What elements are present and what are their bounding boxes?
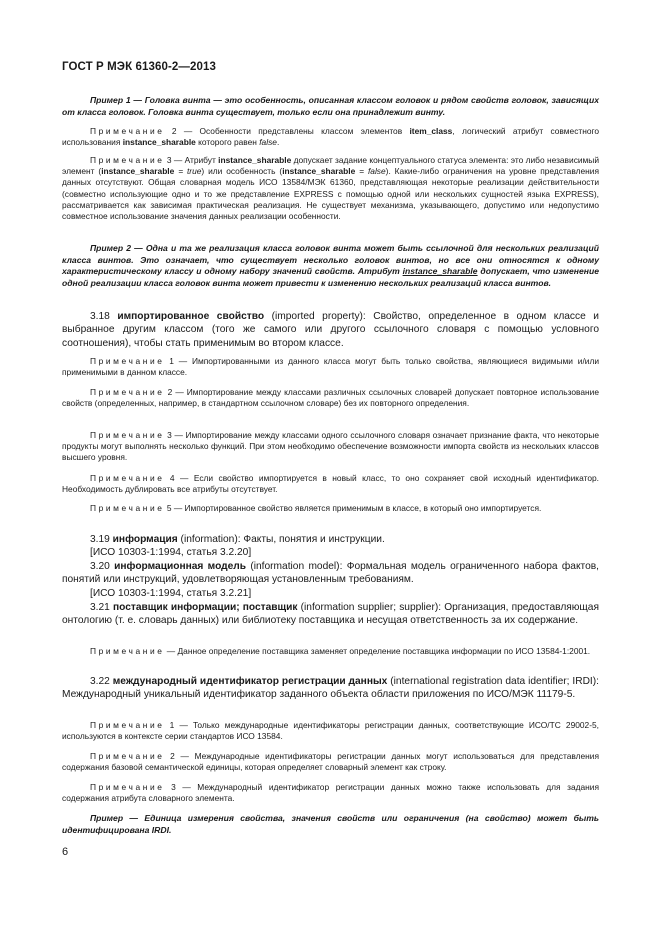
note-3-18-3: Примечание 3 — Импортирование между классами одного ссылочного словаря означает признание факта, что некоторые продукты могут выполнять несколько функций. При этом необходимо обеспечение возможности импорта свойств из нескольких классов высшего уровня. xyxy=(62,430,600,463)
definition-3-18: 3.18 импортированное свойство (imported property): Свойство, определенное в одном классе и выбранное другим классом (того же самого или другого ссылочного словаря с помощью условного соотношения), чтобы стать применимым во втором классе. xyxy=(62,311,599,349)
note-3-22-3: Примечание 3 — Международный идентификатор регистрации данных можно также использовать для задания содержания атрибута словарного элемента. xyxy=(62,782,600,804)
note-3-22-2: Примечание 2 — Международные идентификаторы регистрации данных могут использоваться для представления содержания базовой семантической единицы, которая определяет словарный элемент как строку. xyxy=(62,751,600,773)
definition-3-19: 3.19 информация (information): Факты, понятия и инструкции. xyxy=(90,534,385,545)
definition-3-22: 3.22 международный идентификатор регистрации данных (international registration data identifier; IRDI): Международный уникальный идентификатор заданного объекта области приложения по ИСО/МЭК 11179-5. xyxy=(62,676,599,701)
note-3-21: Примечание — Данное определение поставщика заменяет определение поставщика информации по ИСО 13584-1:2001. xyxy=(90,646,591,656)
note-3-22-1: Примечание 1 — Только международные идентификаторы регистрации данных, соответствующие ИСО/ТС 29002-5, используются в контексте серии стандартов ИСО 13584. xyxy=(62,720,599,742)
reference-3-19: [ИСО 10303-1:1994, статья 3.2.20] xyxy=(90,547,252,558)
note-3: Примечание 3 — Атрибут instance_sharable допускает задание концептуального статуса элемента: это либо независимый элемент (instance_sharable = true) или особенность (instance_sharable = false). Какие-либо ограничения на уровне представления данных отсутствуют. Общая словарная модель ИСО 13584/МЭК 61360, представляющая некоторые реализации действительности (совместно использующие одно и то же представление EXPRESS с помощью одной или нескольких сущностей языка EXPRESS), рассматривается как зависимая практическая реализация. Не существует механизма, указывающего, допустимо или недопустимо совместное использование значения данных реализации особенности. xyxy=(62,155,600,222)
note-label: Примечание xyxy=(90,126,165,136)
note-label: Примечание xyxy=(90,155,165,165)
example-1: Пример 1 — Головка винта — это особенность, описанная классом головок и рядом свойств головок, зависящих от класса головок. Головка винта существует, только если она принадлежит винту. xyxy=(62,95,599,117)
standard-header: ГОСТ Р МЭК 61360-2—2013 xyxy=(62,61,216,73)
note-2: Примечание 2 — Особенности представлены классом элементов item_class, логический атрибут совместного использования instance_sharable которого равен false. xyxy=(62,126,600,148)
definition-3-21: 3.21 поставщик информации; поставщик (information supplier; supplier): Организация, предоставляющая онтологию (т. е. словарь данных) или библиотеку поставщика и несущая ответственность за их содержание. xyxy=(62,602,599,627)
note-3-18-2: Примечание 2 — Импортирование между классами различных ссылочных словарей допускает повторное использование свойств (определенных, например, в стандартном ссылочном словаре) без их повторного определения. xyxy=(62,387,600,409)
reference-3-20: [ИСО 10303-1:1994, статья 3.2.21] xyxy=(90,588,252,599)
note-3-18-4: Примечание 4 — Если свойство импортируется в новый класс, то оно сохраняет свой исходный идентификатор. Необходимость дублировать все атрибуты отсутствует. xyxy=(62,473,599,495)
note-3-18-1: Примечание 1 — Импортированными из данного класса могут быть только свойства, являющиеся видимыми и/или применимыми в данном классе. xyxy=(62,356,600,378)
definition-3-20: 3.20 информационная модель (information model): Формальная модель ограниченного набора фактов, понятий или инструкций, удовлетворяющая установленным требованиям. xyxy=(62,561,599,586)
example-2: Пример 2 — Одна и та же реализация класса головок винта может быть ссылочной для нескольких реализаций класса винтов. Это означает, что существует несколько головок винтов, но все они относятся к одному характеристическому классу и одному набору значений свойств. Атрибут instance_sharable допускает, что изменение одной реализации класса головок винта может привести к изменению нескольких реализаций класса винтов. xyxy=(62,243,599,288)
page-number: 6 xyxy=(62,846,69,858)
note-3-18-5: Примечание 5 — Импортированное свойство является применимым в классе, в который оно импортируется. xyxy=(90,503,542,513)
example-3: Пример — Единица измерения свойства, значения свойств или ограничения (на свойство) может быть идентифицирована IRDI. xyxy=(62,813,599,835)
